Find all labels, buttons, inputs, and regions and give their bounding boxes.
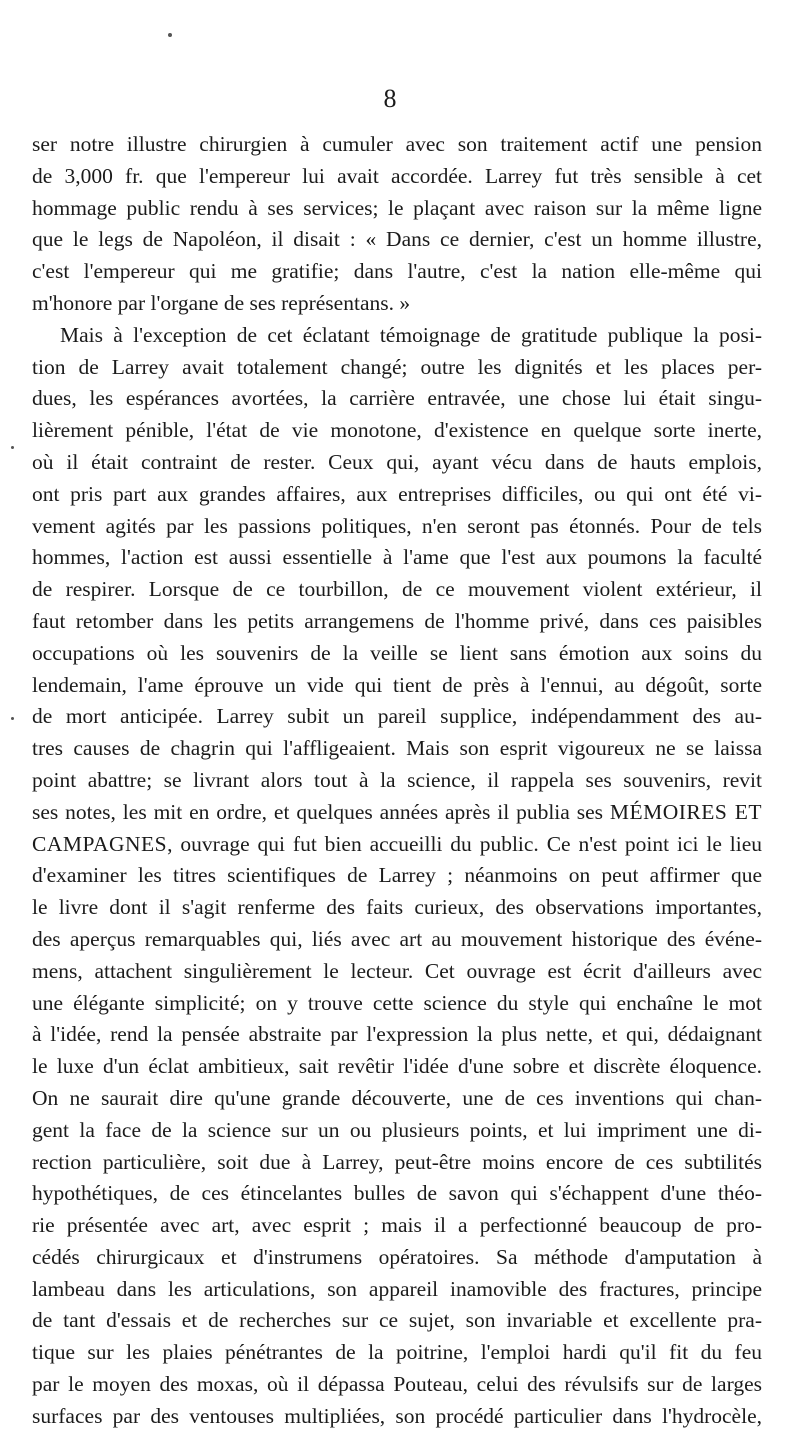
text-line: de mort anticipée. Larrey subit un pareil supplice, indépendamment des au- [32, 704, 762, 729]
text-line: lièrement pénible, l'état de vie monotone, d'existence en quelque sorte inerte, [32, 418, 762, 443]
body-text [32, 129, 762, 1433]
text-line: d'examiner les titres scientifiques de Larrey ; néanmoins on peut affirmer que [32, 863, 762, 888]
ink-speck [168, 33, 172, 37]
text-line: point abattre; se livrant alors tout à la science, il rappela ses souvenirs, revit [32, 767, 762, 792]
text-line: lendemain, l'ame éprouve un vide qui tient de près à l'ennui, au dégoût, sorte [32, 672, 762, 697]
text-line: occupations où les souvenirs de la veille se lient sans émotion aux soins du [32, 640, 762, 665]
text-line: des aperçus remarquables qui, liés avec art au mouvement historique des événe- [32, 926, 762, 951]
text-line: On ne saurait dire qu'une grande découverte, une de ces inventions qui chan- [32, 1085, 762, 1110]
text-line: c'est l'empereur qui me gratifie; dans l'autre, c'est la nation elle-même qui [32, 259, 762, 284]
text-line: à l'idée, rend la pensée abstraite par l'expression la plus nette, et qui, dédaignant [32, 1022, 762, 1047]
text-line: tion de Larrey avait totalement changé; outre les dignités et les places per- [32, 354, 762, 379]
ink-speck [11, 717, 14, 720]
text-line: lambeau dans les articulations, son appareil inamovible des fractures, principe [32, 1276, 762, 1301]
ink-speck [11, 446, 14, 449]
page-number: 8 [383, 84, 397, 113]
text-line: rection particulière, soit due à Larrey, peut-être moins encore de ces subtilités [32, 1149, 762, 1174]
text-line: surfaces par des ventouses multipliées, son procédé particulier dans l'hydrocèle, [32, 1403, 762, 1428]
text-line: dues, les espérances avortées, la carrière entravée, une chose lui était singu- [32, 386, 762, 411]
text-line: m'honore par l'organe de ses représentans. » [32, 290, 411, 315]
text-line: de respirer. Lorsque de ce tourbillon, de ce mouvement violent extérieur, il [32, 577, 762, 602]
text-line: CAMPAGNES, ouvrage qui fut bien accueilli du public. Ce n'est point ici le lieu [32, 831, 762, 856]
text-line: de 3,000 fr. que l'empereur lui avait accordée. Larrey fut très sensible à cet [32, 163, 762, 188]
text-line: le livre dont il s'agit renferme des faits curieux, des observations importantes, [32, 895, 762, 920]
text-line: mens, attachent singulièrement le lecteur. Cet ouvrage est écrit d'ailleurs avec [32, 958, 762, 983]
text-line: tres causes de chagrin qui l'affligeaient. Mais son esprit vigoureux ne se laissa [32, 736, 762, 761]
text-line: cédés chirurgicaux et d'instrumens opératoires. Sa méthode d'amputation à [32, 1244, 762, 1269]
text-line: une élégante simplicité; on y trouve cette science du style qui enchaîne le mot [32, 990, 762, 1015]
text-line: faut retomber dans les petits arrangemens de l'homme privé, dans ces paisibles [32, 608, 762, 633]
text-line: le luxe d'un éclat ambitieux, sait revêtir l'idée d'une sobre et discrète éloquence. [32, 1054, 762, 1079]
text-line: rie présentée avec art, avec esprit ; mais il a perfectionné beaucoup de pro- [32, 1213, 762, 1238]
text-line: ont pris part aux grandes affaires, aux entreprises difficiles, ou qui ont été vi- [32, 481, 762, 506]
text-line: de tant d'essais et de recherches sur ce sujet, son invariable et excellente pra- [32, 1308, 762, 1333]
text-line: hypothétiques, de ces étincelantes bulles de savon qui s'échappent d'une théo- [32, 1181, 762, 1206]
text-line: vement agités par les passions politiques, n'en seront pas étonnés. Pour de tels [32, 513, 762, 538]
text-line: tique sur les plaies pénétrantes de la poitrine, l'emploi hardi qu'il fit du feu [32, 1340, 762, 1365]
text-line: où il était contraint de rester. Ceux qui, ayant vécu dans de hauts emplois, [32, 449, 762, 474]
text-line: par le moyen des moxas, où il dépassa Pouteau, celui des révulsifs sur de larges [32, 1372, 762, 1397]
text-line: gent la face de la science sur un ou plusieurs points, et lui impriment une di- [32, 1117, 762, 1142]
text-line: que le legs de Napoléon, il disait : « Dans ce dernier, c'est un homme illustre, [32, 227, 762, 252]
text-line: hommage public rendu à ses services; le plaçant avec raison sur la même ligne [32, 195, 762, 220]
text-line: hommes, l'action est aussi essentielle à l'ame que l'est aux poumons la faculté [32, 545, 762, 570]
text-line: ses notes, les mit en ordre, et quelques années après il publia ses MÉMOIRES ET [32, 799, 762, 824]
text-line: Mais à l'exception de cet éclatant témoignage de gratitude publique la posi- [60, 322, 762, 347]
text-line: ser notre illustre chirurgien à cumuler avec son traitement actif une pension [32, 132, 762, 156]
